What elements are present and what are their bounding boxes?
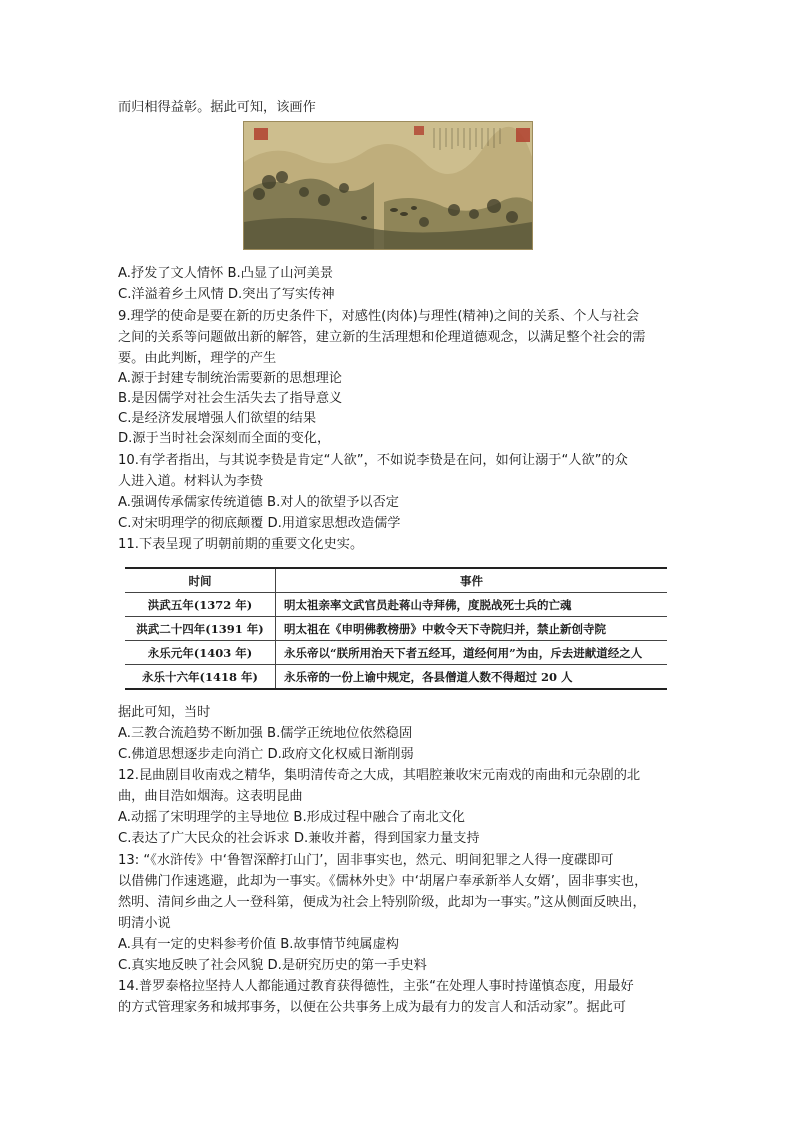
table-cell-time: 洪武二十四年(1391 年) bbox=[125, 617, 276, 641]
table-cell-event: 明太祖亲率文武官员赴蒋山寺拜佛，度脱战死士兵的亡魂 bbox=[276, 593, 668, 617]
q13-option-line: C.真实地反映了社会风貌 D.是研究历史的第一手史料 bbox=[118, 958, 427, 973]
q9-line: 要。由此判断，理学的产生 bbox=[118, 351, 277, 366]
table-cell-time: 永乐十六年(1418 年) bbox=[125, 665, 276, 690]
table-header-event: 事件 bbox=[276, 568, 668, 593]
table-cell-event: 永乐帝的一份上谕中规定，各县僧道人数不得超过 20 人 bbox=[276, 665, 668, 690]
q9-option-line: B.是因儒学对社会生活失去了指导意义 bbox=[118, 391, 343, 406]
q14-line: 14.普罗泰格拉坚持人人都能通过教育获得德性，主张“在处理人事时持谨慎态度，用最好 bbox=[118, 979, 634, 994]
q12-line: 曲，曲目浩如烟海。这表明昆曲 bbox=[118, 789, 303, 804]
q11-line: 据此可知，当时 bbox=[118, 705, 211, 720]
q9-line: 之间的关系等问题做出新的解答，建立新的生活理想和伦理道德观念，以满足整个社会的需 bbox=[118, 330, 646, 345]
q11-option-line: A.三教合流趋势不断加强 B.儒学正统地位依然稳固 bbox=[118, 726, 413, 741]
q12-line: 12.昆曲剧目收南戏之精华，集明清传奇之大成，其唱腔兼收宋元南戏的南曲和元杂剧的北 bbox=[118, 768, 641, 783]
q10-line: 人进入道。材料认为李贽 bbox=[118, 474, 264, 489]
q13-line: 然明、清间乡曲之人一登科第，便成为社会上特别阶级，此却为一事实。”这从侧面反映出， bbox=[118, 895, 646, 910]
text-line: 而归相得益彰。据此可知，该画作 bbox=[118, 100, 316, 115]
table-row bbox=[125, 593, 667, 617]
q10-line: 10.有学者指出，与其说李贽是肯定“人欲”，不如说李贽是在问，如何让溺于“人欲”的众 bbox=[118, 453, 628, 468]
q11-line: 11.下表呈现了明朝前期的重要文化史实。 bbox=[118, 537, 364, 552]
table-row bbox=[125, 641, 667, 665]
q13-line: 明清小说 bbox=[118, 916, 171, 931]
table-row bbox=[125, 617, 667, 641]
q14-line: 的方式管理家务和城邦事务，以便在公共事务上成为最有力的发言人和活动家”。据此可 bbox=[118, 1000, 626, 1015]
q12-option-line: A.动摇了宋明理学的主导地位 B.形成过程中融合了南北文化 bbox=[118, 810, 465, 825]
table-cell-time: 永乐元年(1403 年) bbox=[125, 641, 276, 665]
table-cell-event: 永乐帝以“朕所用治天下者五经耳，道经何用”为由，斥去进献道经之人 bbox=[276, 641, 668, 665]
q9-line: 9.理学的使命是要在新的历史条件下，对感性(肉体)与理性(精神)之间的关系、个人与社会 bbox=[118, 309, 640, 324]
table-cell-time: 洪武五年(1372 年) bbox=[125, 593, 276, 617]
q13-line: 以借佛门作速逃避，此却为一事实。《儒林外史》中‘胡屠户奉承新举人女婿’，固非事实也， bbox=[118, 874, 648, 889]
q9-option-line: D.源于当时社会深刻而全面的变化， bbox=[118, 431, 331, 446]
q10-option-line: C.对宋明理学的彻底颠覆 D.用道家思想改造儒学 bbox=[118, 516, 401, 531]
culture-events-table bbox=[125, 567, 667, 690]
q12-option-line: C.表达了广大民众的社会诉求 D.兼收并蓄，得到国家力量支持 bbox=[118, 831, 480, 846]
q10-option-line: A.强调传承儒家传统道德 B.对人的欲望予以否定 bbox=[118, 495, 399, 510]
q9-option-line: C.是经济发展增强人们欲望的结果 bbox=[118, 411, 317, 426]
q11-option-line: C.佛道思想逐步走向消亡 D.政府文化权威日渐削弱 bbox=[118, 747, 414, 762]
q8-option-line: C.洋溢着乡土风情 D.突出了写实传神 bbox=[118, 287, 335, 302]
landscape-painting-image bbox=[243, 121, 533, 250]
q8-option-line: A.抒发了文人情怀 B.凸显了山河美景 bbox=[118, 266, 334, 281]
table-header-row bbox=[125, 568, 667, 593]
q13-line: 13: “《水浒传》中‘鲁智深醉打山门’，固非事实也，然元、明间犯罪之人得一度碟即可 bbox=[118, 853, 614, 868]
table-row bbox=[125, 665, 667, 690]
table-cell-event: 明太祖在《申明佛教榜册》中敕令天下寺院归并，禁止新创寺院 bbox=[276, 617, 668, 641]
table-header-time: 时间 bbox=[125, 568, 276, 593]
q13-option-line: A.具有一定的史料参考价值 B.故事情节纯属虚构 bbox=[118, 937, 399, 952]
q9-option-line: A.源于封建专制统治需要新的思想理论 bbox=[118, 371, 342, 386]
